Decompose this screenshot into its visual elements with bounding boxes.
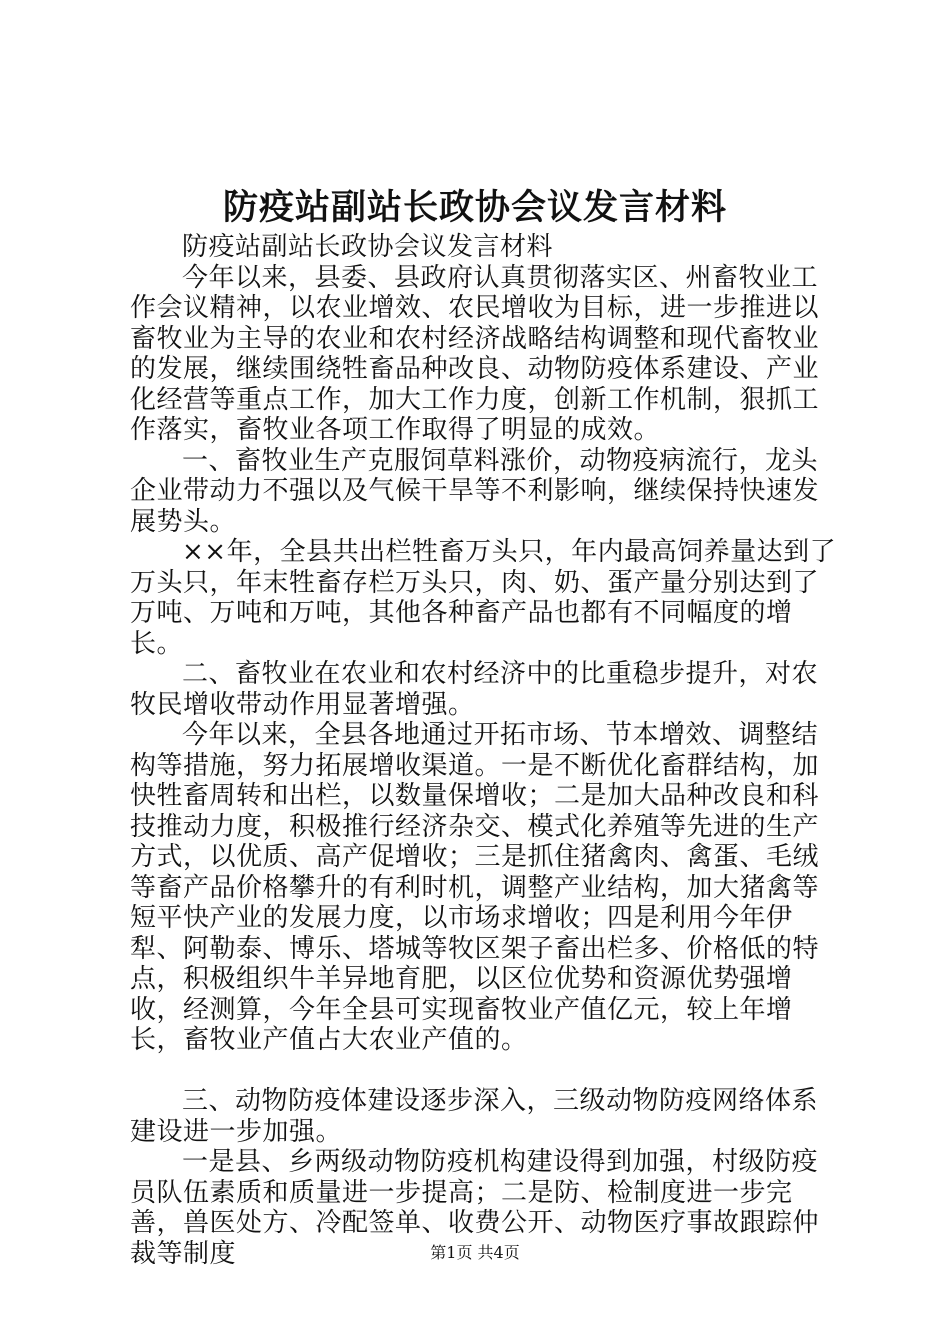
paragraph-section-2-body: 今年以来，全县各地通过开拓市场、节本增效、调整结构等措施，努力拓展增收渠道。一是不断优化畜群结构，加快牲畜周转和出栏，以数量保增收；二是加大品种改良和科技推动力度，积极推行经济杂交、模式化养殖等先进的生产方式，以优质、高产促增收；三是抓住猪禽肉、禽蛋、毛绒等畜产品价格攀升的有利时机，调整产业结构，加大猪禽等短平快产业的发展力度，以市场求增收；四是利用今年伊犁、阿勒泰、博乐、塔城等牧区架子畜出栏多、价格低的特点，积极组织牛羊异地育肥，以区位优势和资源优势强增收，经测算，今年全县可实现畜牧业产值亿元，较上年增长，畜牧业产值占大农业产值的。 bbox=[130, 720, 820, 1055]
paragraph-section-1-heading: 一、畜牧业生产克服饲草料涨价，动物疫病流行，龙头企业带动力不强以及气候干旱等不利影响，继续保持快速发展势头。 bbox=[130, 445, 820, 537]
document-body bbox=[130, 232, 842, 1269]
paragraph-section-1-body: ××年，全县共出栏牲畜万头只，年内最高饲养量达到了万头只，年末牲畜存栏万头只，肉、奶、蛋产量分别达到了万吨、万吨和万吨，其他各种畜产品也都有不同幅度的增长。 bbox=[130, 537, 837, 659]
paragraph-subtitle: 防疫站副站长政协会议发言材料 bbox=[182, 232, 554, 262]
paragraph-section-3-heading: 三、动物防疫体建设逐步深入，三级动物防疫网络体系建设进一步加强。 bbox=[130, 1086, 819, 1147]
paragraph-gap bbox=[130, 1056, 842, 1087]
paragraph-section-2-heading: 二、畜牧业在农业和农村经济中的比重稳步提升，对农牧民增收带动作用显著增强。 bbox=[130, 659, 819, 720]
document-title: 防疫站副站长政协会议发言材料 bbox=[222, 187, 727, 228]
page-footer: 第1页 共4页 bbox=[430, 1243, 520, 1262]
paragraph-intro: 今年以来，县委、县政府认真贯彻落实区、州畜牧业工作会议精神，以农业增效、农民增收为目标，进一步推进以畜牧业为主导的农业和农村经济战略结构调整和现代畜牧业的发展，继续围绕牲畜品种改良、动物防疫体系建设、产业化经营等重点工作，加大工作力度，创新工作机制，狠抓工作落实，畜牧业各项工作取得了明显的成效。 bbox=[130, 262, 820, 445]
paragraph-section-3-body: 一是县、乡两级动物防疫机构建设得到加强，村级防疫员队伍素质和质量进一步提高；二是防、检制度进一步完善，兽医处方、冷配签单、收费公开、动物医疗事故跟踪仲裁等制度 bbox=[130, 1147, 820, 1269]
